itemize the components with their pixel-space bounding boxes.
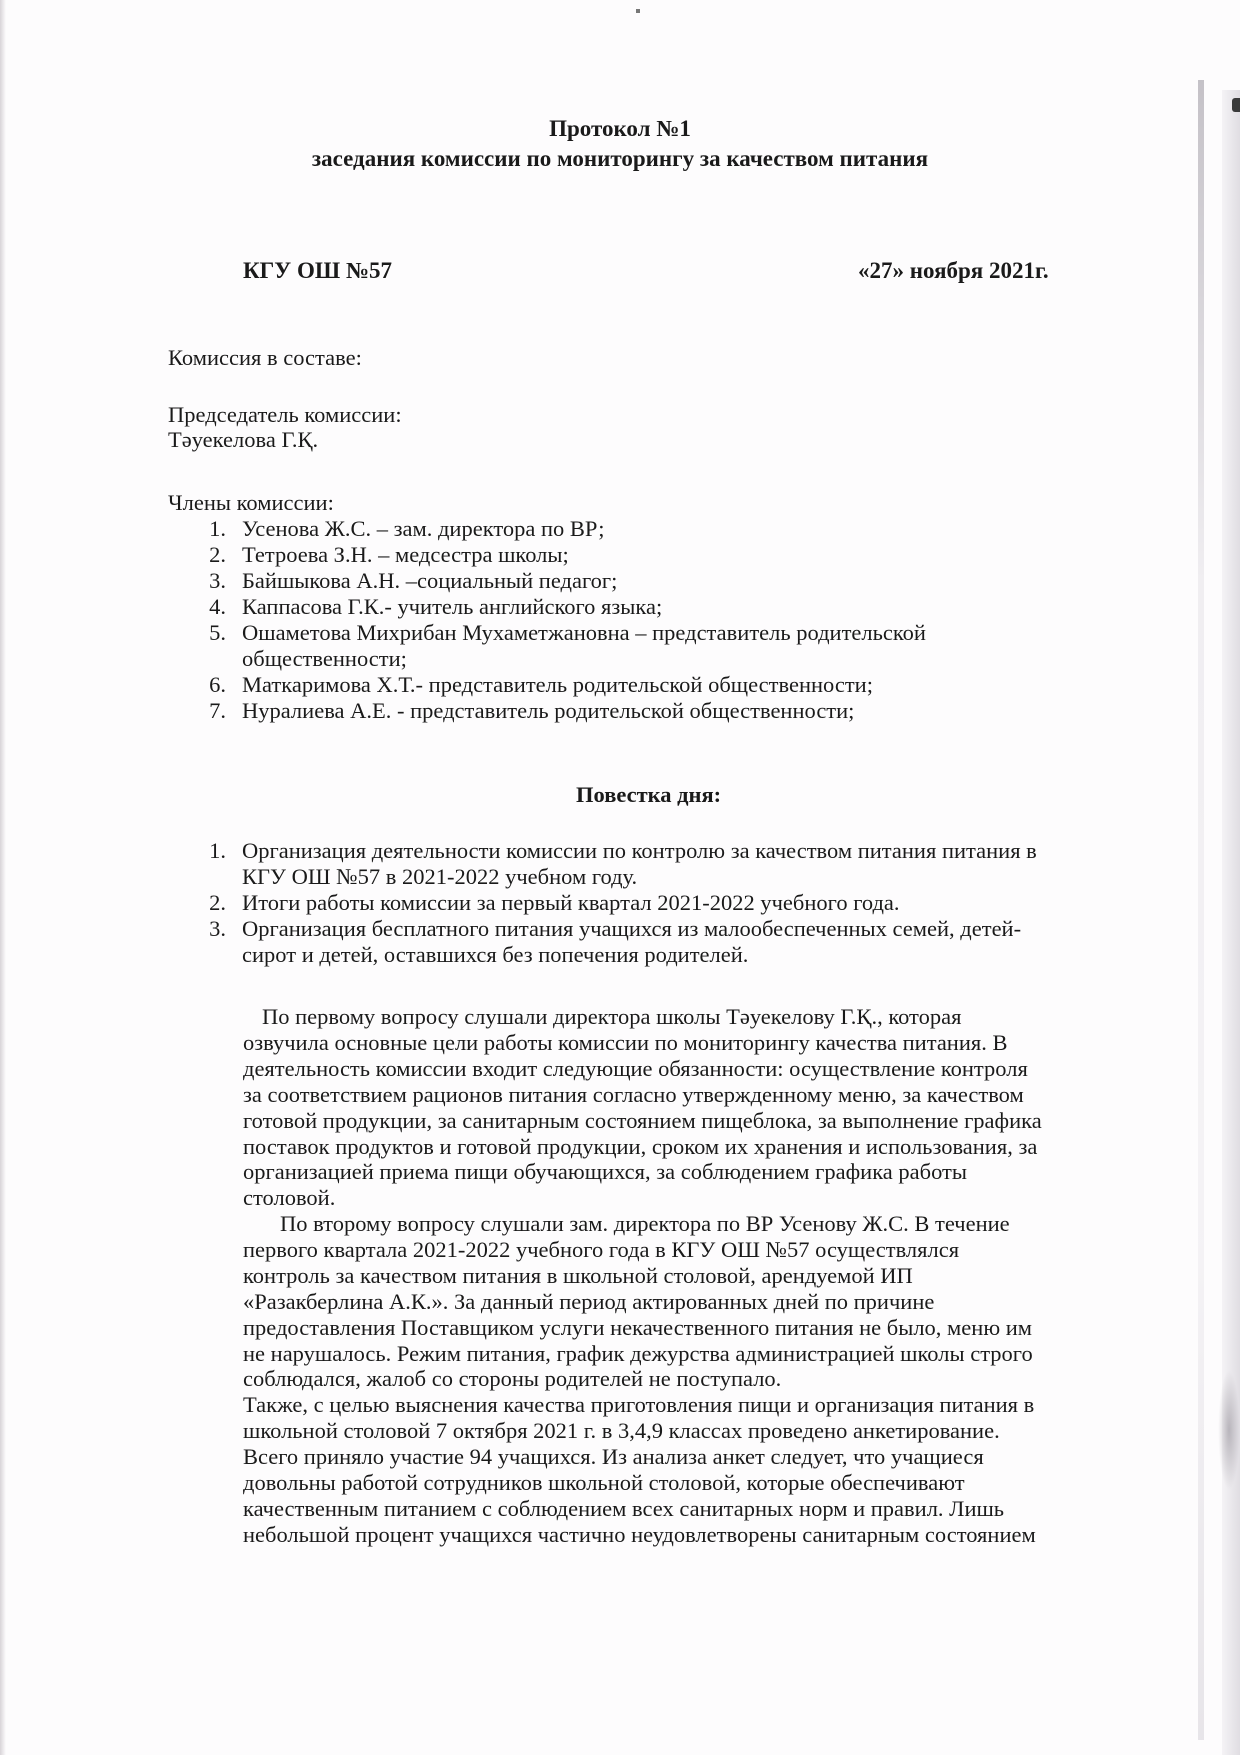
commission-label: Комиссия в составе: — [168, 345, 362, 370]
paragraph-survey — [243, 1392, 1036, 1547]
chair-label: Председатель комиссии: — [168, 402, 402, 427]
paragraph-line: Всего приняло участие 94 учащихся. Из анализа анкет следует, что учащиеся — [243, 1443, 984, 1469]
paragraph-line: за соответствием рационов питания согласно утвержденному меню, за качеством — [243, 1081, 1024, 1107]
paragraph-line: довольны работой сотрудников школьной столовой, которые обеспечивают — [243, 1469, 965, 1495]
member-text: Маткаримова Х.Т.- представитель родительской общественности; — [242, 672, 873, 697]
member-text: Тетроева З.Н. – медсестра школы; — [242, 542, 569, 567]
agenda-text: Организация бесплатного питания учащихся из малообеспеченных семей, детей- — [242, 916, 1022, 941]
member-number: 1. — [209, 516, 226, 541]
agenda-title: Повестка дня: — [576, 782, 722, 807]
document-title: Протокол №1 — [549, 116, 691, 141]
paragraph-line: школьной столовой 7 октября 2021 г. в 3,4,9 классах проведено анкетирование. — [243, 1417, 1000, 1443]
paragraph-second-question — [243, 1211, 1033, 1392]
member-number: 7. — [209, 698, 226, 723]
member-number: 5. — [209, 620, 226, 645]
member-text: Ошаметова Михрибан Мухаметжановна – представитель родительской — [242, 620, 926, 645]
agenda-number: 3. — [209, 916, 226, 941]
paragraph-line: предоставления Поставщиком услуги некачественного питания не было, меню им — [243, 1314, 1033, 1340]
member-number: 6. — [209, 672, 226, 697]
paragraph-line: соблюдался, жалоб со стороны родителей не поступало. — [243, 1366, 782, 1392]
paragraph-line: столовой. — [243, 1185, 336, 1211]
scan-edge-right — [1222, 90, 1240, 1755]
scan-smudge — [1218, 1370, 1240, 1490]
member-number: 4. — [209, 594, 226, 619]
member-text: Байшыкова А.Н. –социальный педагог; — [242, 568, 618, 593]
scan-edge-left — [0, 0, 6, 1755]
organization-name: КГУ ОШ №57 — [243, 258, 392, 283]
paragraph-line: не нарушалось. Режим питания, график дежурства администрацией школы строго — [243, 1340, 1033, 1366]
paragraph-first-question — [243, 1004, 1042, 1211]
paragraph-line: По первому вопросу слушали директора школы Тәуекелову Г.Қ., которая — [262, 1004, 962, 1029]
member-text: Усенова Ж.С. – зам. директора по ВР; — [242, 516, 605, 541]
paragraph-line: организацией приема пищи обучающихся, за соблюдением графика работы — [243, 1159, 968, 1185]
agenda-number: 1. — [209, 838, 226, 863]
paragraph-line: озвучила основные цели работы комиссии по мониторингу качества питания. В — [243, 1029, 1008, 1055]
paragraph-line: поставок продуктов и готовой продукции, сроком их хранения и использования, за — [243, 1133, 1038, 1159]
scan-binding-mark — [1232, 98, 1240, 112]
paragraph-line: готовой продукции, за санитарным состоянием пищеблока, за выполнение графика — [243, 1107, 1042, 1133]
paragraph-line: По второму вопросу слушали зам. директора по ВР Усенову Ж.С. В течение — [280, 1211, 1010, 1236]
chair-name: Тәуекелова Г.Қ. — [168, 427, 319, 452]
member-text: Нуралиева А.Е. - представитель родительской общественности; — [242, 698, 855, 723]
members-label: Члены комиссии: — [168, 490, 334, 515]
paragraph-line: Также, с целью выяснения качества приготовления пищи и организация питания в — [243, 1392, 1035, 1417]
agenda-text-continued: КГУ ОШ №57 в 2021-2022 учебном году. — [242, 864, 638, 889]
paragraph-line: первого квартала 2021-2022 учебного года в КГУ ОШ №57 осуществлялся — [243, 1236, 960, 1262]
paragraph-line: небольшой процент учащихся частично неудовлетворены санитарным состоянием — [243, 1521, 1036, 1547]
paragraph-line: контроль за качеством питания в школьной столовой, арендуемой ИП — [243, 1262, 913, 1288]
member-number: 2. — [209, 542, 226, 567]
member-number: 3. — [209, 568, 226, 593]
agenda-text-continued: сирот и детей, оставшихся без попечения родителей. — [242, 942, 749, 967]
document-date: «27» ноября 2021г. — [858, 258, 1049, 283]
scan-shadow-right — [1198, 80, 1204, 1740]
paragraph-line: «Разакберлина А.К.». За данный период актированных дней по причине — [243, 1288, 935, 1314]
paragraph-line: деятельность комиссии входит следующие обязанности: осуществление контроля — [243, 1055, 1028, 1081]
member-text-continued: общественности; — [242, 646, 407, 671]
agenda-text: Итоги работы комиссии за первый квартал 2021-2022 учебного года. — [242, 890, 900, 915]
agenda-text: Организация деятельности комиссии по контролю за качеством питания питания в — [242, 838, 1037, 863]
document-subtitle: заседания комиссии по мониторингу за качеством питания — [311, 146, 929, 171]
scan-speck — [636, 9, 640, 13]
paragraph-line: качественным питанием с соблюдением всех санитарных норм и правил. Лишь — [243, 1495, 1005, 1521]
member-text: Каппасова Г.К.- учитель английского языка; — [242, 594, 663, 619]
agenda-number: 2. — [209, 890, 226, 915]
